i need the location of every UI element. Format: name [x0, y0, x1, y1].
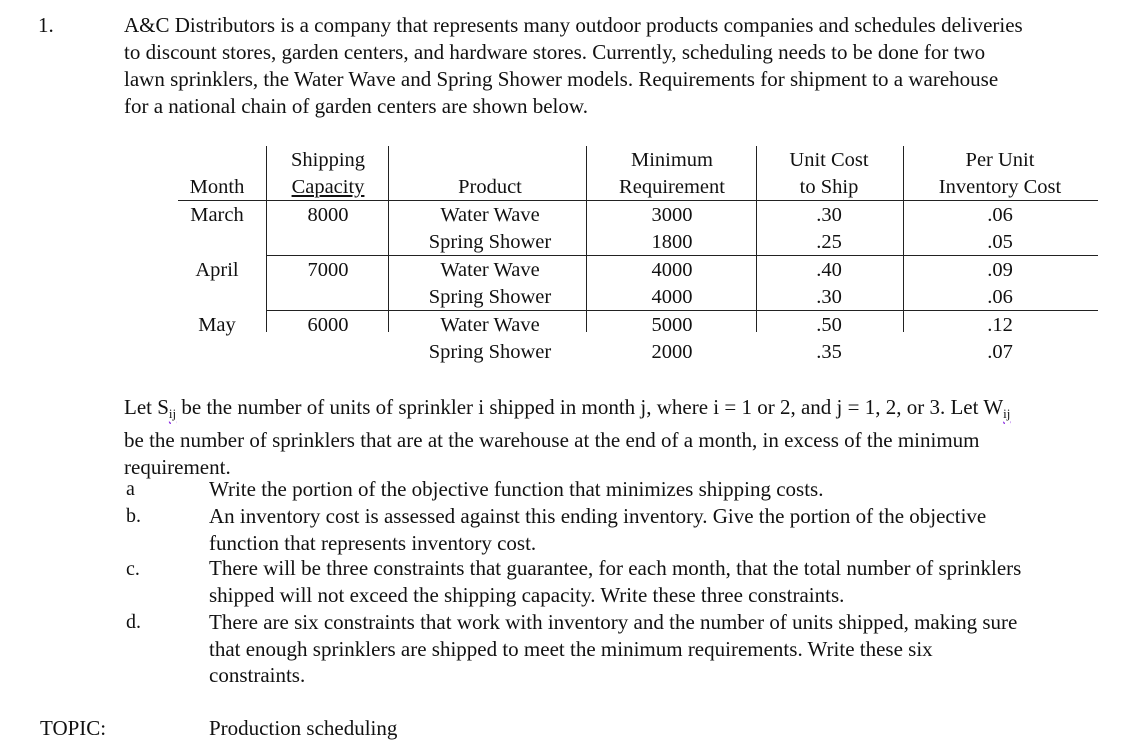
part-line: There are six constraints that work with inventory and the number of units shipped, making sure — [209, 610, 1018, 634]
question-number: 1. — [38, 13, 54, 37]
header-inventory-1: Per Unit — [965, 149, 1035, 171]
row-min: 5000 — [651, 314, 693, 336]
header-product: Product — [458, 176, 522, 198]
header-unitcost-1: Unit Cost — [789, 149, 869, 171]
definition-line-2: be the number of sprinklers that are at the warehouse at the end of a month, in excess of the minimum — [124, 428, 980, 452]
table-divider — [903, 146, 904, 332]
row-month: March — [190, 204, 244, 226]
variable-subscript: ij — [1003, 406, 1011, 421]
row-ship: .30 — [816, 286, 842, 308]
row-product: Water Wave — [440, 314, 540, 336]
row-month: May — [198, 314, 236, 336]
row-capacity: 8000 — [307, 204, 349, 226]
header-month: Month — [189, 176, 245, 198]
header-unitcost-2: to Ship — [799, 176, 859, 198]
part-line: There will be three constraints that guarantee, for each month, that the total number of sprinklers — [209, 556, 1022, 580]
part-line: that enough sprinklers are shipped to meet the minimum requirements. Write these six — [209, 636, 933, 661]
part-text-a — [209, 476, 1129, 503]
row-capacity: 6000 — [307, 314, 349, 336]
row-product: Spring Shower — [428, 341, 552, 363]
table-divider — [388, 146, 389, 332]
intro-line: to discount stores, garden centers, and hardware stores. Currently, scheduling needs to be done for two — [124, 40, 986, 64]
row-min: 1800 — [651, 231, 693, 253]
row-product: Water Wave — [440, 204, 540, 226]
row-inv: .06 — [987, 204, 1013, 226]
header-minreq-1: Minimum — [630, 149, 713, 171]
row-inv: .09 — [987, 259, 1013, 281]
intro-line: for a national chain of garden centers are shown below. — [124, 94, 588, 118]
part-line: An inventory cost is assessed against this ending inventory. Give the portion of the objective — [209, 504, 987, 528]
table-divider — [266, 146, 267, 332]
row-capacity: 7000 — [307, 259, 349, 281]
intro-line: lawn sprinklers, the Water Wave and Spring Shower models. Requirements for shipment to a warehouse — [124, 67, 999, 91]
header-inventory-2: Inventory Cost — [938, 176, 1062, 198]
row-product: Spring Shower — [428, 286, 552, 308]
intro-line: A&C Distributors is a company that represents many outdoor products companies and schedules deliveries — [124, 13, 1023, 37]
row-min: 4000 — [651, 259, 693, 281]
part-line: function that represents inventory cost. — [209, 530, 537, 555]
part-line: shipped will not exceed the shipping capacity. Write these three constraints. — [209, 582, 845, 607]
part-label-d: d. — [126, 611, 141, 633]
part-text-b — [209, 503, 1129, 556]
definition-text: be the number of units of sprinkler i shipped in month j, where i = 1 or 2, and j = 1, 2, or 3. Let — [176, 395, 984, 419]
topic-value: Production scheduling — [209, 716, 398, 740]
part-text-d — [209, 609, 1129, 689]
part-label-b: b. — [126, 505, 141, 527]
variable-s: S — [157, 395, 169, 419]
definition-text: Let — [124, 395, 158, 419]
part-label-c: c. — [126, 558, 140, 580]
row-min: 4000 — [651, 286, 693, 308]
header-capacity-2: Capacity — [291, 176, 365, 198]
row-ship: .35 — [816, 341, 842, 363]
row-ship: .30 — [816, 204, 842, 226]
part-line: constraints. — [209, 663, 306, 687]
row-product: Spring Shower — [428, 231, 552, 253]
row-inv: .07 — [987, 341, 1013, 363]
part-label-a: a — [126, 478, 135, 500]
row-inv: .06 — [987, 286, 1013, 308]
row-month: April — [195, 259, 239, 281]
variable-w: W — [983, 395, 1004, 419]
header-capacity-1: Shipping — [290, 149, 366, 171]
row-inv: .05 — [987, 231, 1013, 253]
row-ship: .40 — [816, 259, 842, 281]
table-rule — [178, 200, 1098, 201]
definition-line-3: requirement. — [124, 455, 231, 479]
definitions-paragraph — [124, 394, 1134, 481]
row-inv: .12 — [987, 314, 1013, 336]
table-rule — [266, 255, 1098, 256]
row-min: 3000 — [651, 204, 693, 226]
topic-label: TOPIC: — [40, 716, 107, 740]
variable-subscript: ij — [168, 406, 177, 421]
header-minreq-2: Requirement — [619, 176, 725, 198]
row-product: Water Wave — [440, 259, 540, 281]
table-rule — [266, 310, 1098, 311]
part-line: Write the portion of the objective function that minimizes shipping costs. — [209, 477, 824, 501]
part-text-c — [209, 555, 1129, 608]
row-ship: .50 — [816, 314, 842, 336]
definition-line-1 — [124, 394, 1134, 427]
row-min: 2000 — [651, 341, 693, 363]
row-ship: .25 — [816, 231, 842, 253]
